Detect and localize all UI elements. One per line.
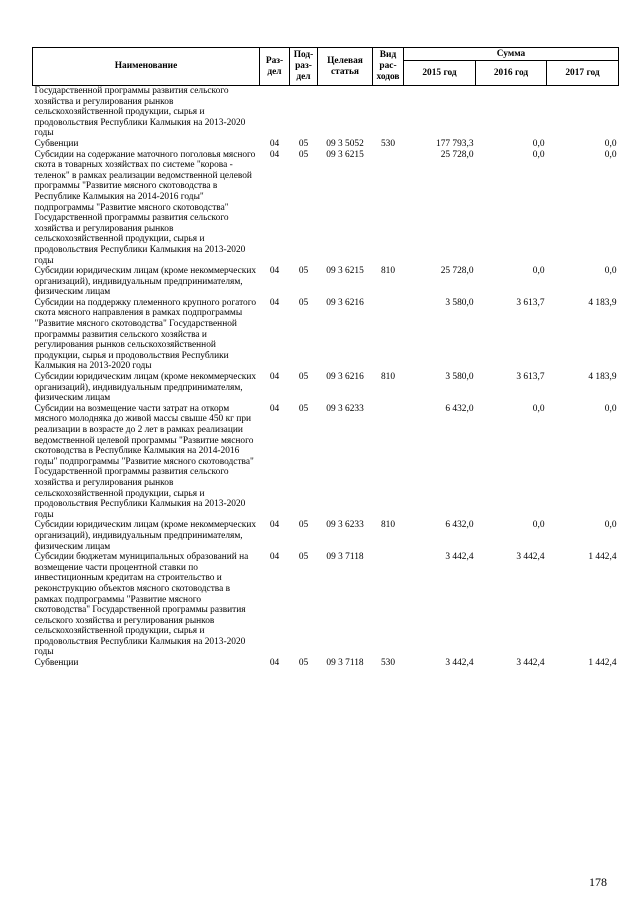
row-vid xyxy=(373,552,404,658)
row-name: Субсидии юридическим лицам (кроме некоммерческих организаций), индивидуальным предпринимателям, физическим лицам xyxy=(34,520,257,552)
row-target: 09 3 6215 xyxy=(326,149,364,160)
row-2015 xyxy=(404,86,476,139)
table-row xyxy=(33,86,619,139)
header-razdel-text: Раз- дел xyxy=(265,55,284,77)
row-target: 09 3 6233 xyxy=(326,403,364,414)
table-row xyxy=(33,658,619,669)
row-2015: 25 728,0 xyxy=(440,149,474,160)
row-2016: 0,0 xyxy=(532,266,545,277)
table-row xyxy=(33,150,619,267)
row-podrazdel xyxy=(290,86,318,139)
row-target: 09 3 7118 xyxy=(326,658,364,669)
row-podrazdel: 05 xyxy=(298,149,309,160)
row-podrazdel: 05 xyxy=(298,372,309,383)
table-row xyxy=(33,266,619,298)
row-target: 09 3 7118 xyxy=(326,552,364,563)
header-name: Наименование xyxy=(33,48,260,86)
row-vid xyxy=(373,150,404,267)
row-target: 09 3 6233 xyxy=(326,520,364,531)
row-podrazdel: 05 xyxy=(298,138,309,149)
row-2015: 177 793,3 xyxy=(436,138,474,149)
row-2017: 0,0 xyxy=(604,138,617,149)
row-vid: 810 xyxy=(380,520,396,531)
row-podrazdel: 05 xyxy=(298,520,309,531)
row-2017: 4 183,9 xyxy=(588,372,617,383)
row-2017: 0,0 xyxy=(604,520,617,531)
row-podrazdel: 05 xyxy=(298,266,309,277)
row-razdel: 04 xyxy=(269,658,280,669)
row-2017: 0,0 xyxy=(604,266,617,277)
header-target-text: Целевая статья xyxy=(327,55,363,77)
row-vid xyxy=(373,298,404,372)
row-name: Субвенции xyxy=(34,658,79,669)
header-podrazdel xyxy=(290,48,318,86)
header-podrazdel-text: Под- раз- дел xyxy=(293,50,314,82)
table-row xyxy=(33,139,619,150)
row-podrazdel: 05 xyxy=(298,552,309,563)
row-vid xyxy=(373,86,404,139)
table-row xyxy=(33,372,619,404)
row-2016: 0,0 xyxy=(532,520,545,531)
table-row xyxy=(33,298,619,372)
row-2017: 0,0 xyxy=(604,403,617,414)
row-podrazdel: 05 xyxy=(298,403,309,414)
row-name: Субсидии юридическим лицам (кроме некоммерческих организаций), индивидуальным предпринимателям, физическим лицам xyxy=(34,372,257,404)
row-2016: 3 613,7 xyxy=(516,372,545,383)
row-2017: 1 442,4 xyxy=(588,552,617,563)
table-row xyxy=(33,552,619,658)
budget-table xyxy=(32,47,619,669)
row-2016: 3 442,4 xyxy=(516,552,545,563)
row-razdel: 04 xyxy=(269,552,280,563)
row-2017 xyxy=(547,86,619,139)
row-2015: 6 432,0 xyxy=(445,403,474,414)
row-name: Субсидии на возмещение части затрат на откорм мясного молодняка до живой массы свыше 450 кг при реализации в возрасте до 2 лет в рамках реализации ведомственной целевой программы "Развитие мясного скотоводства в Республике Калмыкия на 2014-2016 годы" подпрограммы "Развитие мясного скотоводства" Государственной программы развития сельского хозяйства и регулирования рынков сельскохозяйственной продукции, сырья и продовольствия Республики Калмыкия на 2013-2020 годы xyxy=(34,403,254,520)
row-2015: 3 442,4 xyxy=(445,658,474,669)
header-target xyxy=(318,48,373,86)
row-vid: 530 xyxy=(380,138,396,149)
row-podrazdel: 05 xyxy=(298,658,309,669)
row-name: Субсидии бюджетам муниципальных образований на возмещение части процентной ставки по инвестиционным кредитам на строительство и реконструкцию объектов мясного скотоводства в рамках подпрограммы "Развитие мясного скотоводства" Государственной программы развития сельского хозяйства и регулирования рынков сельскохозяйственной продукции, сырья и продовольствия Республики Калмыкия на 2013-2020 годы xyxy=(34,552,249,658)
table-row xyxy=(33,520,619,552)
row-razdel: 04 xyxy=(269,403,280,414)
row-vid: 810 xyxy=(380,372,396,383)
row-2015: 6 432,0 xyxy=(445,520,474,531)
row-name: Субсидии юридическим лицам (кроме некоммерческих организаций), индивидуальным предпринимателям, физическим лицам xyxy=(34,266,257,298)
table-header xyxy=(33,48,619,86)
table-row xyxy=(33,404,619,521)
row-name: Субвенции xyxy=(34,138,79,149)
page-number: 178 xyxy=(589,875,607,889)
row-2015: 3 580,0 xyxy=(445,297,474,308)
header-sum: Сумма xyxy=(404,48,619,61)
row-2015: 3 442,4 xyxy=(445,552,474,563)
row-vid: 810 xyxy=(380,266,396,277)
row-2016: 0,0 xyxy=(532,138,545,149)
row-vid xyxy=(373,404,404,521)
row-2015: 3 580,0 xyxy=(445,372,474,383)
table-body xyxy=(33,86,619,669)
row-2015: 25 728,0 xyxy=(440,266,474,277)
row-name: Субсидии на поддержку племенного крупного рогатого скота мясного направления в рамках подпрограммы "Развитие мясного скотоводства" Государственной программы развития сельского хозяйства и регулирования рынков сельскохозяйственной продукции, сырья и продовольствия Республики Калмыкия на 2013-2020 годы xyxy=(34,297,257,372)
row-target: 09 3 5052 xyxy=(326,138,364,149)
row-target: 09 3 6215 xyxy=(326,266,364,277)
header-razdel xyxy=(260,48,290,86)
row-razdel: 04 xyxy=(269,266,280,277)
row-name: Субсидии на содержание маточного поголовья мясного скота в товарных хозяйствах по системе "корова - теленок" в рамках реализации ведомственной целевой программы "Развитие мясного скотоводства в Республике Калмыкия на 2014-2016 годы" подпрограммы "Развитие мясного скотоводства" Государственной программы развития сельского хозяйства и регулирования рынков сельскохозяйственной продукции, сырья и продовольствия Республики Калмыкия на 2013-2020 годы xyxy=(34,149,256,266)
row-name: Государственной программы развития сельского хозяйства и регулирования рынков сельскохозяйственной продукции, сырья и продовольствия Республики Калмыкия на 2013-2020 годы xyxy=(34,86,246,139)
row-razdel xyxy=(260,86,290,139)
header-2015: 2015 год xyxy=(404,61,476,86)
row-vid: 530 xyxy=(380,658,396,669)
row-razdel: 04 xyxy=(269,520,280,531)
row-2016: 0,0 xyxy=(532,403,545,414)
row-target xyxy=(318,86,373,139)
row-podrazdel: 05 xyxy=(298,297,309,308)
row-2016: 0,0 xyxy=(532,149,545,160)
row-2017: 4 183,9 xyxy=(588,297,617,308)
row-razdel: 04 xyxy=(269,149,280,160)
header-2017: 2017 год xyxy=(547,61,619,86)
header-vid xyxy=(373,48,404,86)
row-2017: 1 442,4 xyxy=(588,658,617,669)
row-target: 09 3 6216 xyxy=(326,372,364,383)
header-2016: 2016 год xyxy=(476,61,547,86)
row-2016: 3 442,4 xyxy=(516,658,545,669)
row-razdel: 04 xyxy=(269,297,280,308)
row-razdel: 04 xyxy=(269,138,280,149)
row-2016: 3 613,7 xyxy=(516,297,545,308)
row-2016 xyxy=(476,86,547,139)
header-vid-text: Вид рас- ходов xyxy=(376,50,400,82)
row-razdel: 04 xyxy=(269,372,280,383)
row-target: 09 3 6216 xyxy=(326,297,364,308)
row-2017: 0,0 xyxy=(604,149,617,160)
